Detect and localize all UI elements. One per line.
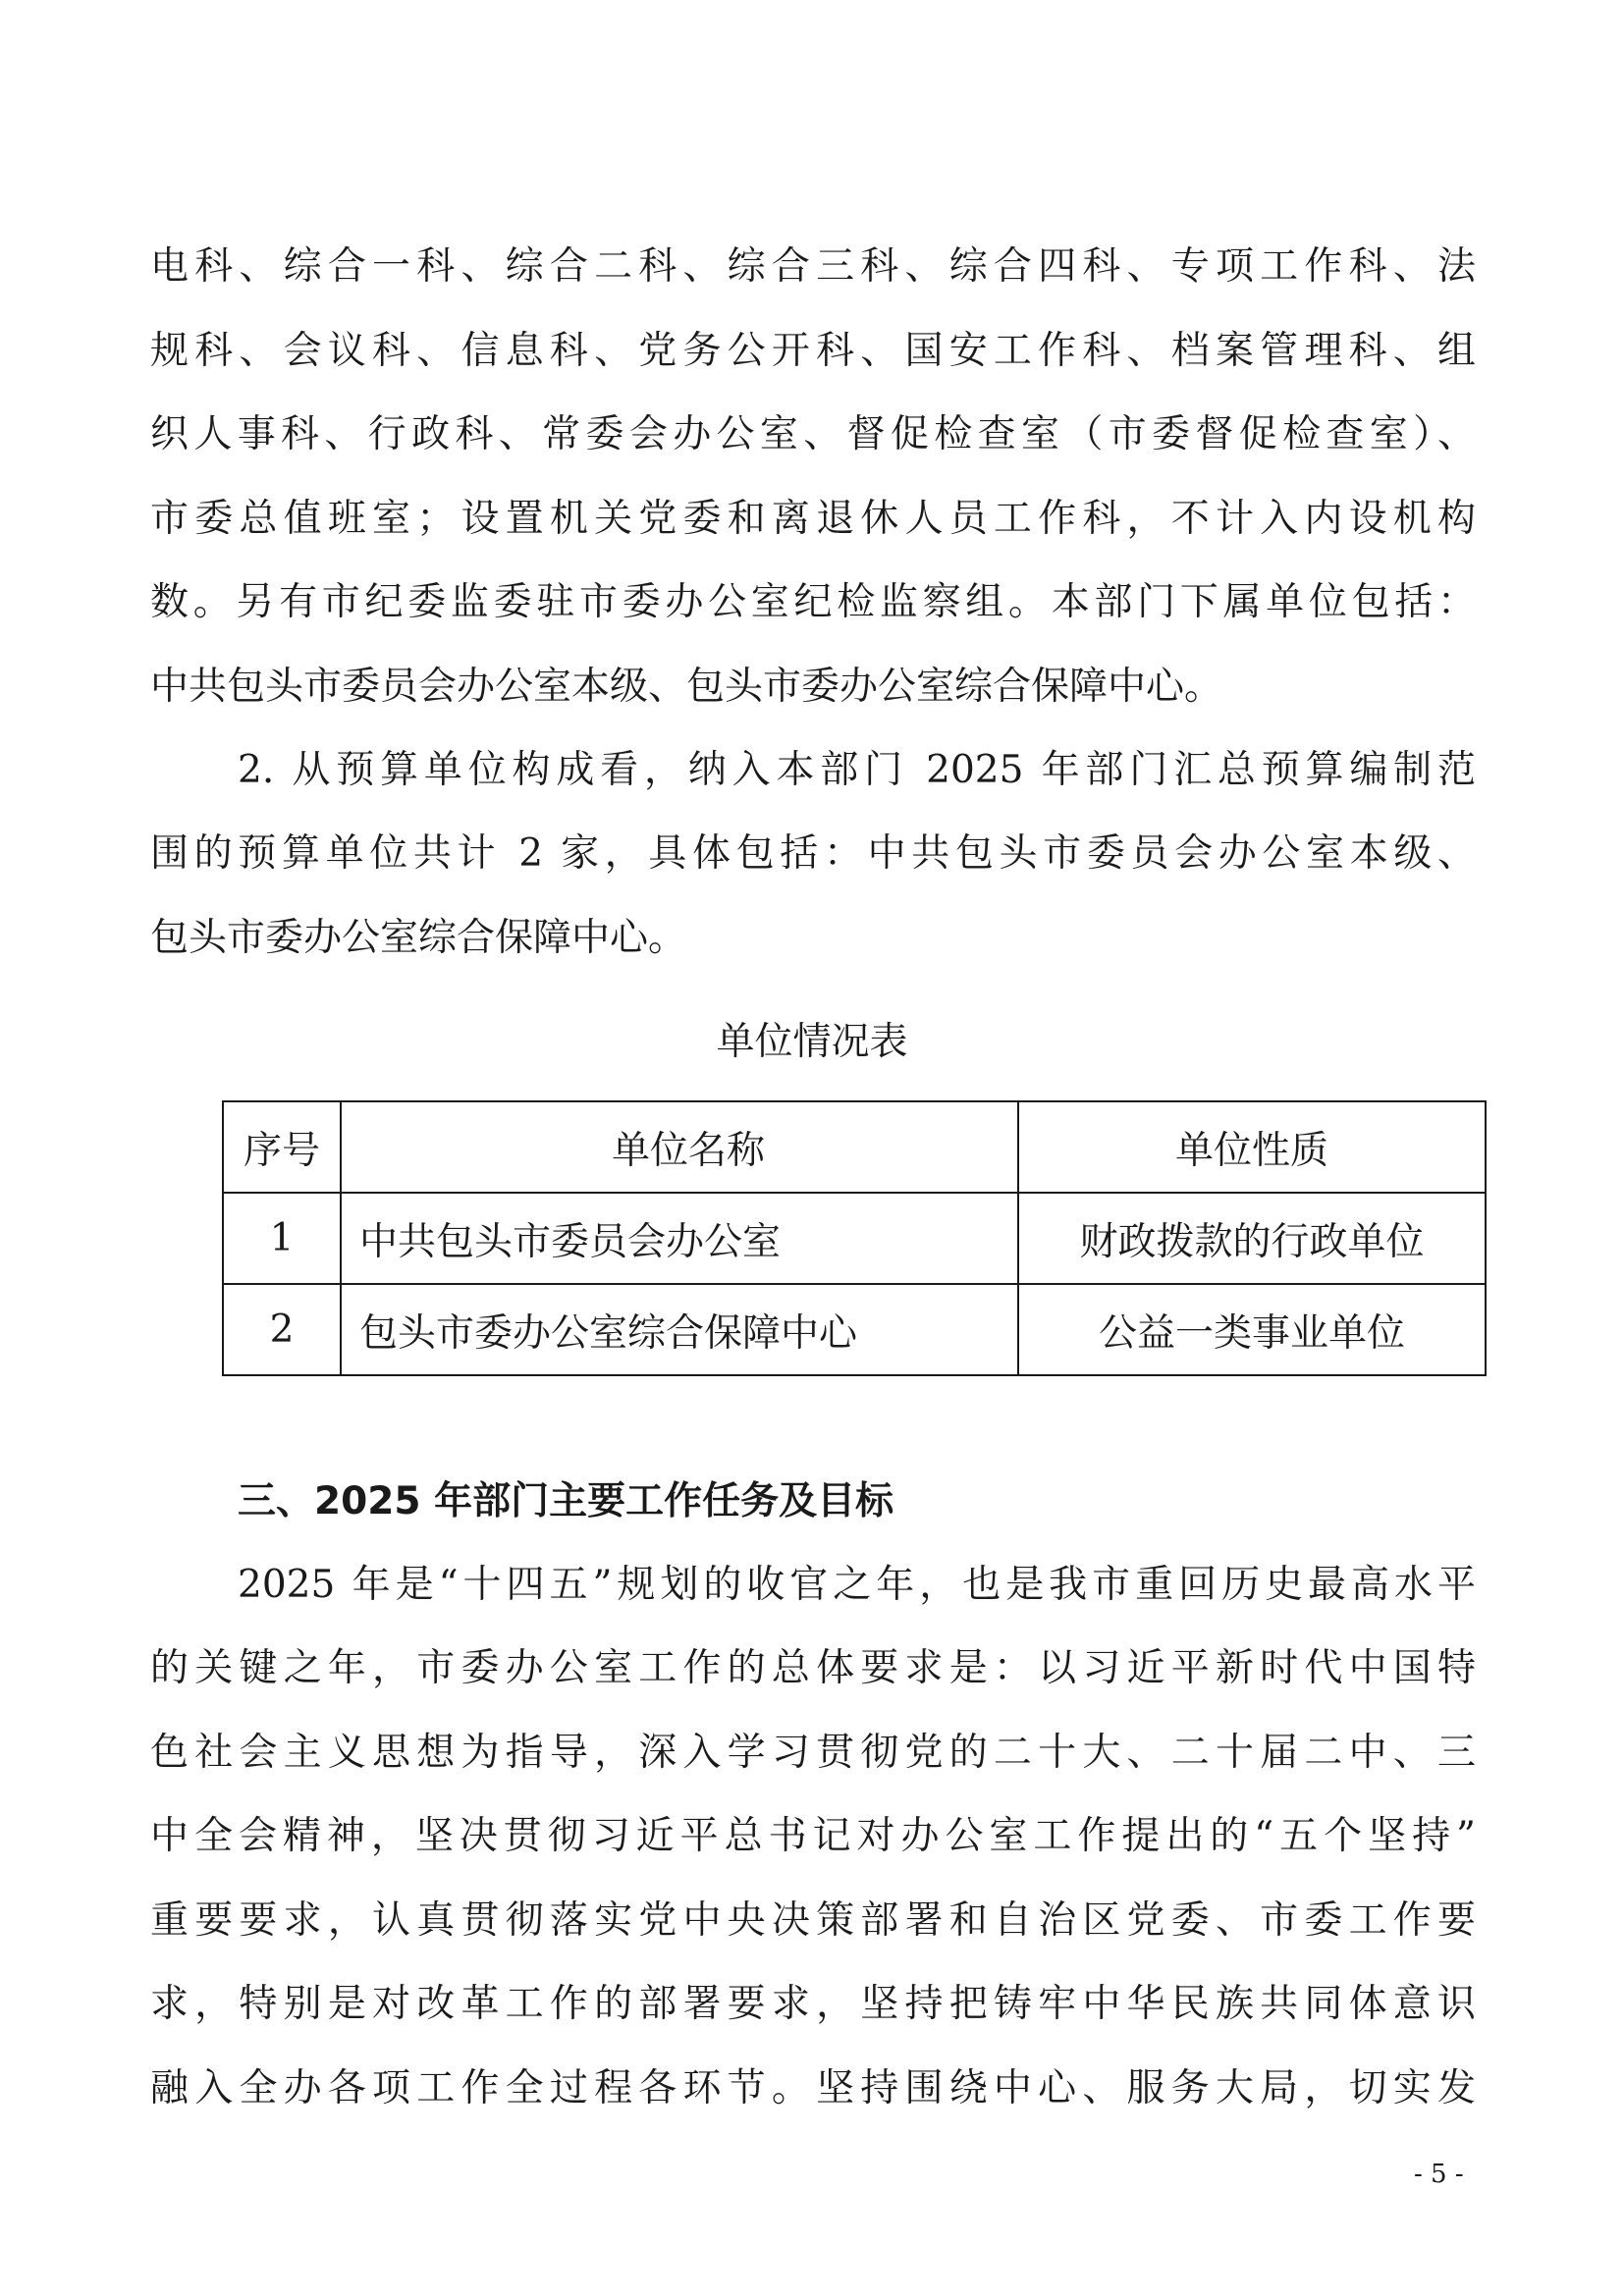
section-heading: 三、2025 年部门主要工作任务及目标: [238, 1479, 894, 1523]
table-header-row: [223, 1101, 1486, 1193]
table-cell: 1: [223, 1193, 341, 1284]
unit-table: [222, 1100, 1487, 1376]
table-row: [223, 1284, 1486, 1375]
paragraph-line: 色社会主义思想为指导，深入学习贯彻党的二十大、二十届二中、三: [150, 1731, 1476, 1775]
paragraph-line: 融入全办各项工作全过程各环节。坚持围绕中心、服务大局，切实发: [150, 2066, 1476, 2110]
table-cell: 包头市委办公室综合保障中心: [341, 1284, 1018, 1375]
paragraph-line: 中全会精神，坚决贯彻习近平总书记对办公室工作提出的“五个坚持”: [150, 1814, 1476, 1858]
page-number: - 5 -: [1414, 2160, 1464, 2189]
table-caption: 单位情况表: [716, 1020, 908, 1064]
paragraph-line: 围的预算单位共计 2 家，具体包括：中共包头市委员会办公室本级、: [150, 831, 1476, 876]
paragraph-line: 重要要求，认真贯彻落实党中央决策部署和自治区党委、市委工作要: [150, 1898, 1476, 1943]
paragraph-line: 2025 年是“十四五”规划的收官之年，也是我市重回历史最高水平: [238, 1563, 1476, 1607]
paragraph-line: 数。另有市纪委监委驻市委办公室纪检监察组。本部门下属单位包括：: [150, 580, 1476, 624]
table-cell: 2: [223, 1284, 341, 1375]
paragraph-line: 规科、会议科、信息科、党务公开科、国安工作科、档案管理科、组: [150, 329, 1476, 373]
table-cell: 财政拨款的行政单位: [1018, 1193, 1486, 1284]
paragraph-line: 电科、综合一科、综合二科、综合三科、综合四科、专项工作科、法: [150, 244, 1476, 289]
table-cell: 公益一类事业单位: [1018, 1284, 1486, 1375]
paragraph-line: 的关键之年，市委办公室工作的总体要求是：以习近平新时代中国特: [150, 1646, 1476, 1690]
header-cell: 单位性质: [1018, 1101, 1486, 1193]
header-cell: 序号: [223, 1101, 341, 1193]
paragraph-line: 市委总值班室；设置机关党委和离退休人员工作科，不计入内设机构: [150, 497, 1476, 541]
header-cell: 单位名称: [341, 1101, 1018, 1193]
paragraph-line: 求，特别是对改革工作的部署要求，坚持把铸牢中华民族共同体意识: [150, 1982, 1476, 2026]
table-row: [223, 1193, 1486, 1284]
table-cell: 中共包头市委员会办公室: [341, 1193, 1018, 1284]
paragraph-line: 中共包头市委员会办公室本级、包头市委办公室综合保障中心。: [150, 665, 1223, 709]
paragraph-line: 包头市委办公室综合保障中心。: [150, 916, 687, 960]
paragraph-line: 织人事科、行政科、常委会办公室、督促检查室（市委督促检查室）、: [150, 412, 1476, 456]
paragraph-line: 2. 从预算单位构成看，纳入本部门 2025 年部门汇总预算编制范: [238, 748, 1476, 792]
